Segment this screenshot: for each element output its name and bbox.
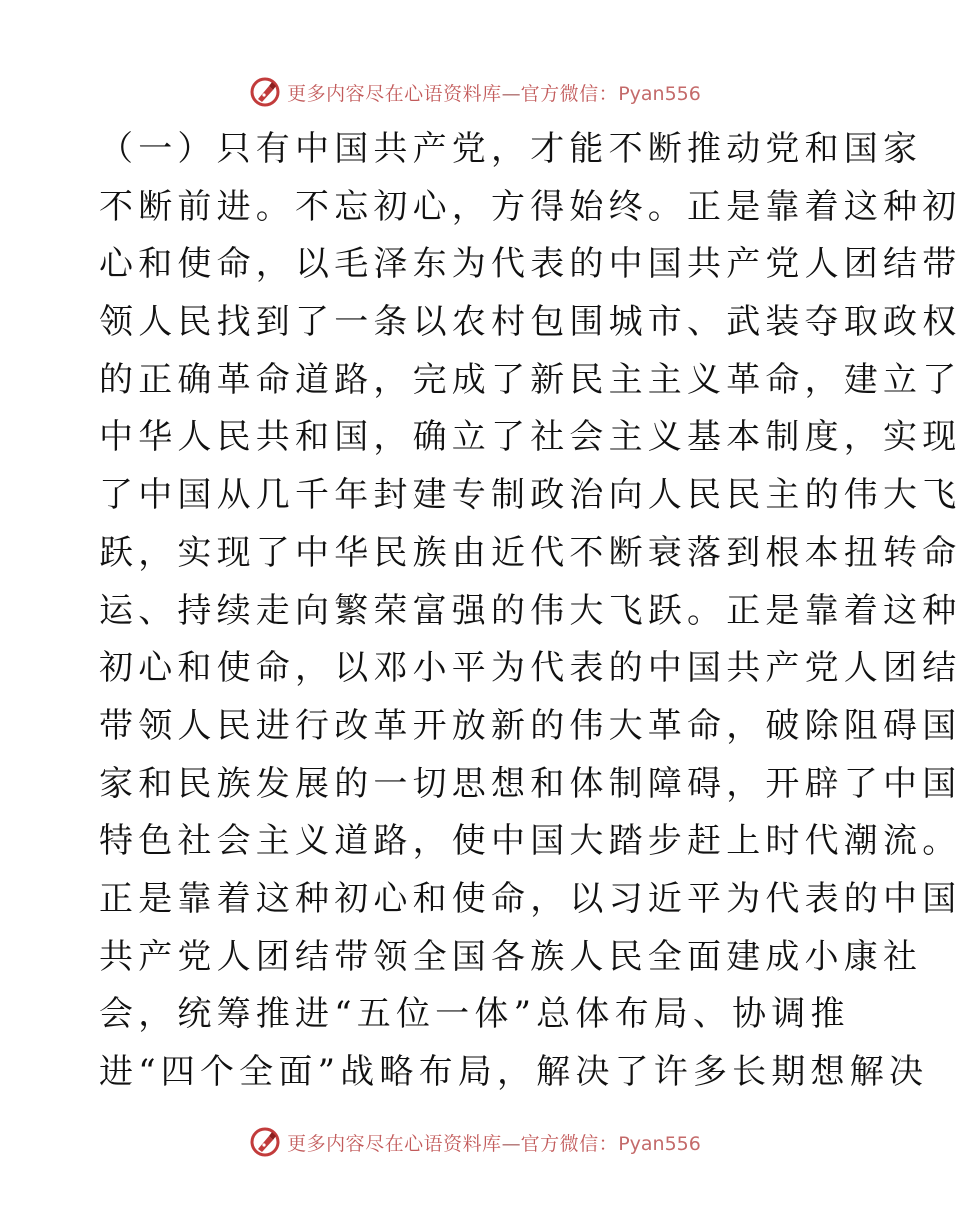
body-line: 正是靠着这种初心和使命，以习近平为代表的中国: [99, 878, 961, 919]
body-line: 特色社会主义道路，使中国大踏步赶上时代潮流。: [99, 821, 961, 862]
pen-nib-logo-icon: [249, 76, 281, 108]
footer-watermark: [0, 1122, 950, 1162]
body-line: 心和使命，以毛泽东为代表的中国共产党人团结带: [99, 244, 961, 285]
body-line: 带领人民进行改革开放新的伟大革命，破除阻碍国: [99, 705, 961, 746]
watermark-separator: —: [501, 1132, 521, 1155]
watermark-contact-label: 官方微信：: [520, 1132, 619, 1155]
watermark-contact-id: Pyan556: [618, 1132, 701, 1155]
body-line: （一）只有中国共产党，才能不断推动党和国家: [99, 129, 923, 169]
body-line: 不断前进。不忘初心，方得始终。正是靠着这种初: [99, 186, 961, 227]
body-line: 领人民找到了一条以农村包围城市、武装夺取政权: [99, 302, 961, 343]
body-line: 了中国从几千年封建专制政治向人民民主的伟大飞: [99, 475, 961, 516]
body-line: 共产党人团结带领全国各族人民全面建成小康社: [99, 936, 923, 977]
body-line: 家和民族发展的一切思想和体制障碍，开辟了中国: [99, 763, 961, 804]
body-line: 运、持续走向繁荣富强的伟大飞跃。正是靠着这种: [99, 590, 961, 631]
watermark-text: [287, 1129, 701, 1156]
pen-nib-logo-icon: [249, 1126, 281, 1158]
watermark-brand: 更多内容尽在心语资料库: [287, 1132, 502, 1155]
body-line: 跃，实现了中华民族由近代不断衰落到根本扭转命: [99, 532, 961, 573]
document-body: [99, 121, 961, 1102]
header-watermark: [0, 72, 950, 112]
watermark-separator: —: [501, 82, 521, 105]
watermark-contact-label: 官方微信：: [520, 82, 619, 105]
body-line: 进“四个全面”战略布局，解决了许多长期想解决: [99, 1052, 929, 1092]
body-line: 会，统筹推进“五位一体”总体布局、协调推: [99, 994, 850, 1035]
body-line: 中华人民共和国，确立了社会主义基本制度，实现: [99, 417, 961, 458]
watermark-text: [287, 79, 701, 106]
watermark-contact-id: Pyan556: [618, 82, 701, 105]
body-line: 的正确革命道路，完成了新民主主义革命，建立了: [99, 359, 961, 400]
watermark-brand: 更多内容尽在心语资料库: [287, 82, 502, 105]
body-line: 初心和使命，以邓小平为代表的中国共产党人团结: [99, 648, 961, 689]
